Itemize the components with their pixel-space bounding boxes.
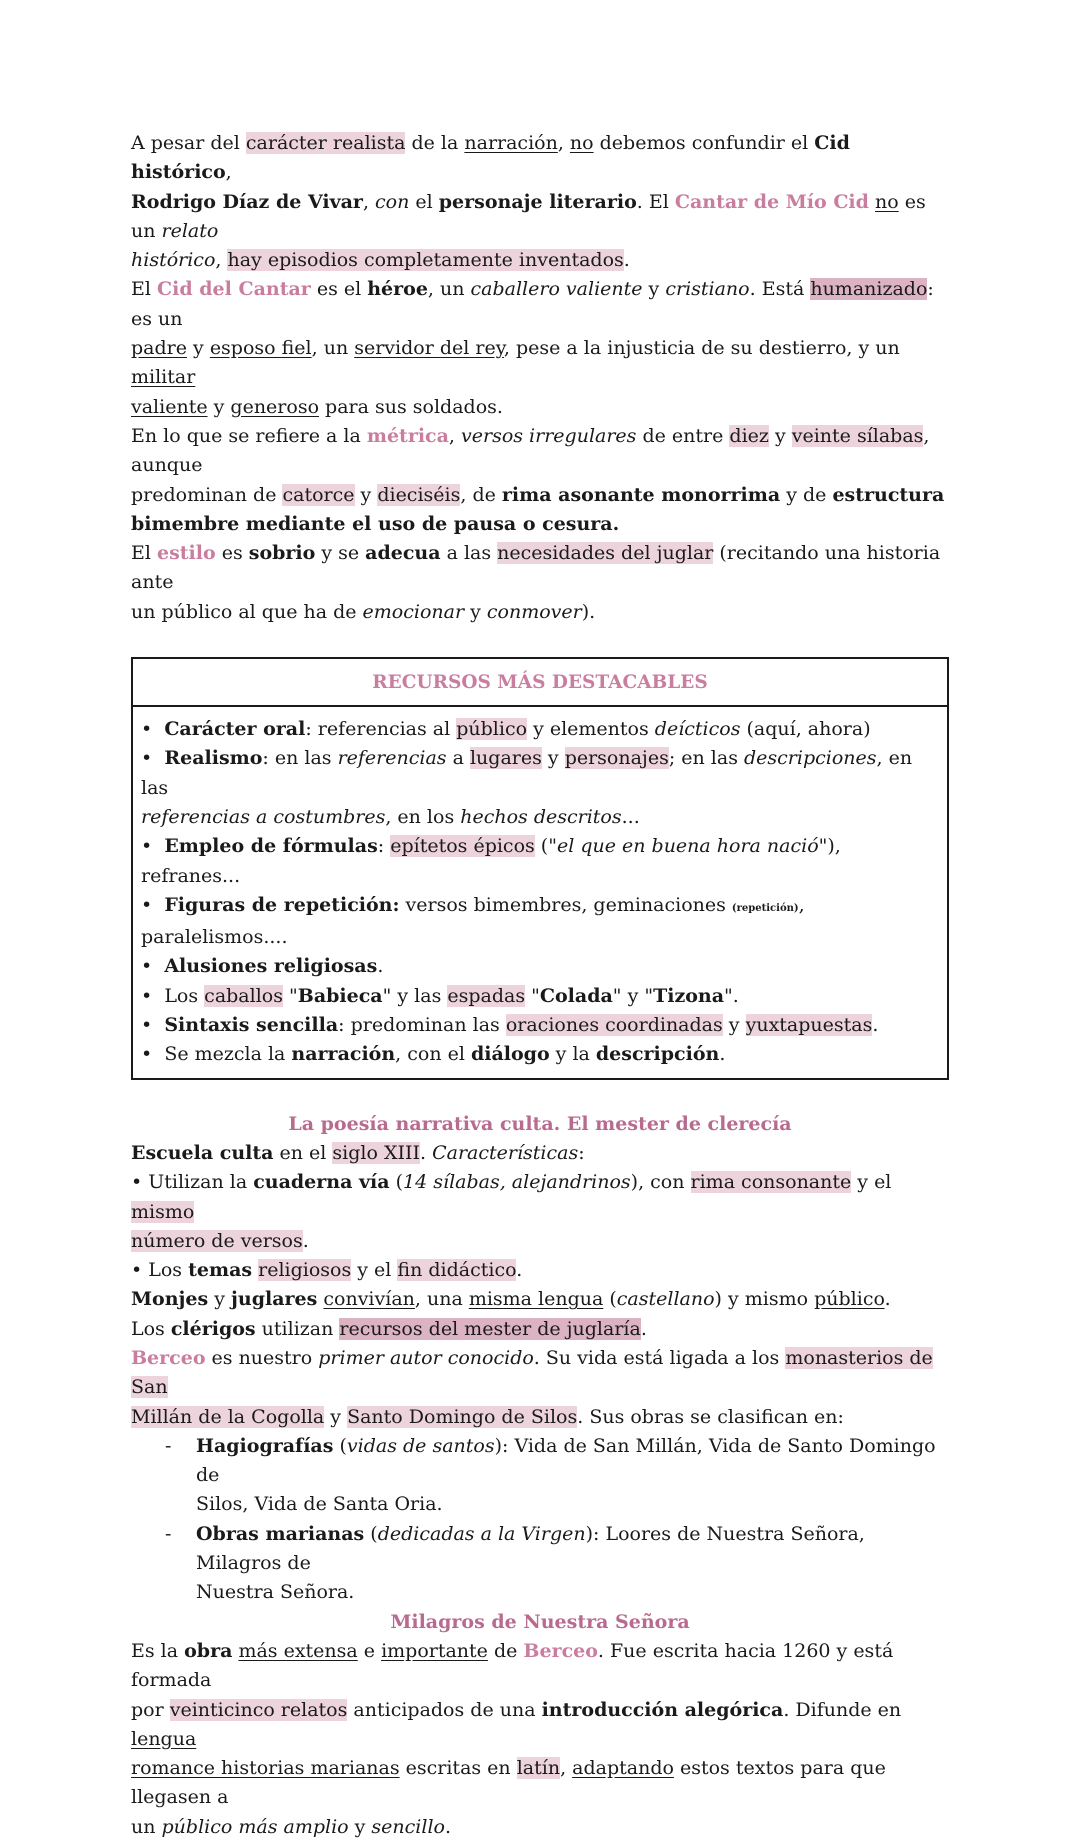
intro-paragraph-1: A pesar del carácter realista de la narración, no debemos confundir el Cid histórico, Rodrigo Díaz de Vivar, con el personaje literario. El Cantar de Mío Cid no es un relato histórico, hay episodios completamente inventados. <box>131 132 926 272</box>
list-item: • Sintaxis sencilla: predominan las oraciones coordinadas y yuxtapuestas. <box>141 1014 879 1037</box>
resources-box <box>131 657 949 1080</box>
intro-paragraph-4: El estilo es sobrio y se adecua a las necesidades del juglar (recitando una historia ante un público al que ha de emocionar y conmover). <box>131 542 941 623</box>
clerecia-section-title: La poesía narrativa culta. El mester de clerecía <box>288 1112 792 1135</box>
list-item: • Se mezcla la narración, con el diálogo y la descripción. <box>141 1043 726 1066</box>
list-item: • Figuras de repetición: versos bimembres, geminaciones (repetición), paralelismos.... <box>141 893 805 949</box>
list-item: - Obras marianas (dedicadas a la Virgen): Loores de Nuestra Señora, Milagros de Nuestra Señora. <box>165 1522 865 1604</box>
list-item: • Empleo de fórmulas: epítetos épicos ("el que en buena hora nació"), refranes... <box>141 835 841 887</box>
intro-paragraph-2: El Cid del Cantar es el héroe, un caballero valiente y cristiano. Está humanizado: es un padre y esposo fiel, un servidor del rey, pese a la injusticia de su destierro, y un militar valiente y generoso para sus soldados. <box>131 278 934 418</box>
milagros-section-title: Milagros de Nuestra Señora <box>390 1610 690 1633</box>
list-item: • Alusiones religiosas. <box>141 955 384 978</box>
clerecia-section: Escuela culta en el siglo XIII. Características: • Utilizan la cuaderna vía (14 sílabas, alejandrinos), con rima consonante y el mismo número de versos. • Los temas religiosos y el fin didáctico. Monjes y juglares convivían, una misma lengua (castellano) y mismo público. Los clérigos utilizan recursos del mester de juglaría. Berceo es nuestro primer autor conocido. Su vida está ligada a los monasterios de San Millán de la Cogolla y Santo Domingo de Silos. Sus obras se clasifican en: - Hagiografías (vidas de santos): Vida de San Millán, Vida de Santo Domingo de Silos, Vida de Santa Oria. - Obras marianas (dedicadas a la Virgen): Loores de Nuestra Señora, Milagros de Nuestra Señora. <box>131 1139 949 1608</box>
milagros-paragraph: Es la obra más extensa e importante de Berceo. Fue escrita hacia 1260 y está formada por veinticinco relatos anticipados de una introducción alegórica. Difunde en lengua romance historias marianas escritas en latín, adaptando estos textos para que llegasen a un público más amplio y sencillo. <box>131 1639 902 1838</box>
list-item: • Realismo: en las referencias a lugares y personajes; en las descripciones, en las <box>141 747 913 799</box>
intro-paragraph-3: En lo que se refiere a la métrica, versos irregulares de entre diez y veinte sílabas, aunque predominan de catorce y dieciséis, de rima asonante monorrima y de estructura bimembre mediante el uso de pausa o cesura. <box>131 424 945 535</box>
list-item: • Carácter oral: referencias al público y elementos deícticos (aquí, ahora) <box>141 718 871 741</box>
list-item: - Hagiografías (vidas de santos): Vida de San Millán, Vida de Santo Domingo de Silos, Vida de Santa Oria. <box>165 1434 936 1516</box>
resources-list: • Carácter oral: referencias al público y elementos deícticos (aquí, ahora) • Realismo: en las referencias a lugares y personajes; en las descripciones, en las referencias a costumbres, en los hechos descritos... • Empleo de fórmulas: epítetos épicos ("el que en buena hora nació"), refranes... • Figuras de repetición: versos bimembres, geminaciones (repetición), paralelismos.... • Alusiones religiosas. • Los caballos "Babieca" y las espadas "Colada" y "Tizona". • Sintaxis sencilla: predominan las oraciones coordinadas y yuxtapuestas. • Se mezcla la narración, con el diálogo y la descripción. <box>133 707 947 1078</box>
resources-box-title: RECURSOS MÁS DESTACABLES <box>133 659 947 707</box>
list-item: • Los caballos "Babieca" y las espadas "Colada" y "Tizona". <box>141 984 739 1007</box>
document-page <box>131 129 949 1842</box>
